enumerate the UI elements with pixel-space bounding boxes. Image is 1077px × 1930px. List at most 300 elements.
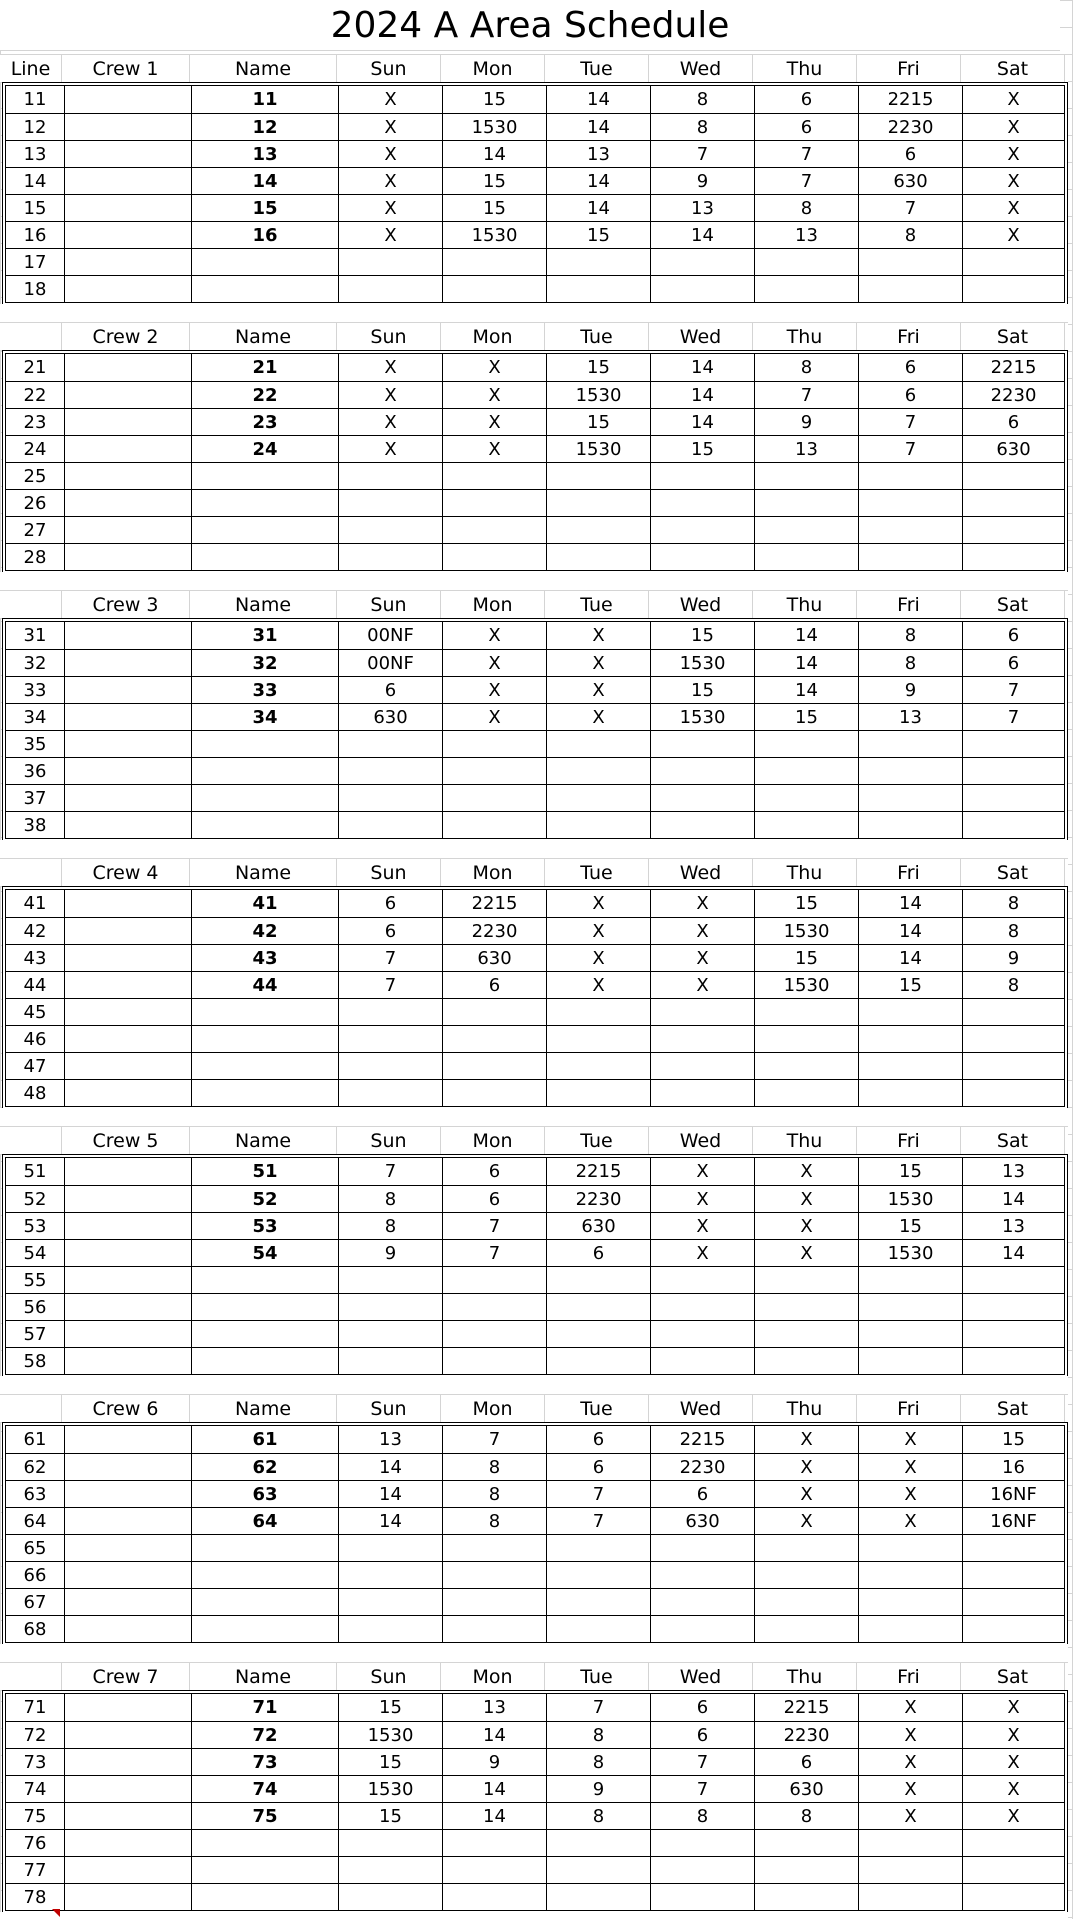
- day-cell-tue[interactable]: X: [547, 677, 651, 703]
- day-cell-tue[interactable]: 7: [547, 1694, 651, 1721]
- day-cell-thu[interactable]: [755, 999, 859, 1025]
- day-cell-mon[interactable]: 14: [443, 1776, 547, 1802]
- day-cell-fri[interactable]: 14: [859, 918, 963, 944]
- day-cell-wed[interactable]: 2230: [651, 1454, 755, 1480]
- day-cell-fri[interactable]: X: [859, 1722, 963, 1748]
- day-cell-wed[interactable]: [651, 758, 755, 784]
- crew-cell[interactable]: [65, 650, 192, 676]
- line-number-cell[interactable]: 75: [6, 1803, 65, 1829]
- day-cell-mon[interactable]: [443, 999, 547, 1025]
- day-cell-sat[interactable]: [963, 463, 1064, 489]
- name-cell[interactable]: 16: [192, 222, 339, 248]
- day-cell-mon[interactable]: X: [443, 622, 547, 649]
- crew-cell[interactable]: [65, 677, 192, 703]
- day-cell-mon[interactable]: X: [443, 650, 547, 676]
- line-number-cell[interactable]: 66: [6, 1562, 65, 1588]
- day-cell-tue[interactable]: 14: [547, 86, 651, 113]
- crew-cell[interactable]: [65, 1616, 192, 1642]
- day-cell-wed[interactable]: 7: [651, 1776, 755, 1802]
- day-cell-sun[interactable]: [339, 276, 443, 302]
- day-cell-thu[interactable]: X: [755, 1213, 859, 1239]
- day-cell-mon[interactable]: [443, 463, 547, 489]
- name-cell[interactable]: [192, 463, 339, 489]
- name-cell[interactable]: 31: [192, 622, 339, 649]
- day-cell-fri[interactable]: X: [859, 1454, 963, 1480]
- line-number-cell[interactable]: 74: [6, 1776, 65, 1802]
- day-cell-sat[interactable]: [963, 276, 1064, 302]
- name-cell[interactable]: [192, 1053, 339, 1079]
- day-cell-fri[interactable]: [859, 490, 963, 516]
- crew-cell[interactable]: [65, 999, 192, 1025]
- day-cell-thu[interactable]: [755, 517, 859, 543]
- day-cell-sat[interactable]: X: [1007, 116, 1020, 138]
- day-cell-fri[interactable]: X: [859, 1694, 963, 1721]
- day-cell-fri[interactable]: [859, 276, 963, 302]
- name-cell[interactable]: 61: [192, 1426, 339, 1453]
- day-cell-sat[interactable]: [963, 1830, 1064, 1856]
- day-cell-mon[interactable]: X: [443, 677, 547, 703]
- day-cell-fri[interactable]: 15: [859, 1213, 963, 1239]
- day-cell-fri[interactable]: [859, 1535, 963, 1561]
- day-cell-wed[interactable]: [651, 1348, 755, 1374]
- day-cell-tue[interactable]: 9: [547, 1776, 651, 1802]
- name-cell[interactable]: 15: [192, 195, 339, 221]
- day-cell-sat[interactable]: X: [1007, 170, 1020, 192]
- comment-indicator-icon[interactable]: [52, 1909, 60, 1917]
- name-cell[interactable]: 71: [192, 1694, 339, 1721]
- day-cell-sun[interactable]: [339, 463, 443, 489]
- day-cell-wed[interactable]: [651, 544, 755, 570]
- day-cell-sat[interactable]: X: [1007, 1751, 1020, 1773]
- day-cell-sun[interactable]: [339, 1348, 443, 1374]
- day-cell-tue[interactable]: [547, 1884, 651, 1910]
- day-cell-sat[interactable]: X: [1007, 143, 1020, 165]
- day-cell-thu[interactable]: 8: [755, 354, 859, 381]
- day-cell-fri[interactable]: [859, 758, 963, 784]
- day-cell-sun[interactable]: [339, 249, 443, 275]
- crew-cell[interactable]: [65, 249, 192, 275]
- day-cell-wed[interactable]: X: [651, 1186, 755, 1212]
- day-cell-thu[interactable]: 7: [755, 141, 859, 167]
- day-cell-fri[interactable]: 8: [859, 222, 963, 248]
- day-cell-sat[interactable]: [963, 1294, 1064, 1320]
- crew-cell[interactable]: [65, 1722, 192, 1748]
- day-cell-mon[interactable]: X: [443, 382, 547, 408]
- crew-cell[interactable]: [65, 945, 192, 971]
- day-cell-wed[interactable]: [651, 1830, 755, 1856]
- name-cell[interactable]: [192, 731, 339, 757]
- day-cell-fri[interactable]: [859, 544, 963, 570]
- day-cell-thu[interactable]: [755, 249, 859, 275]
- day-cell-thu[interactable]: [755, 1053, 859, 1079]
- line-number-cell[interactable]: 63: [6, 1481, 65, 1507]
- day-cell-sun[interactable]: [339, 490, 443, 516]
- day-cell-wed[interactable]: 6: [651, 1722, 755, 1748]
- line-number-cell[interactable]: 21: [6, 354, 65, 381]
- day-cell-fri[interactable]: 7: [859, 195, 963, 221]
- day-cell-tue[interactable]: X: [547, 704, 651, 730]
- line-number-cell[interactable]: 65: [6, 1535, 65, 1561]
- day-cell-thu[interactable]: 15: [755, 890, 859, 917]
- day-cell-sun[interactable]: X: [339, 114, 443, 140]
- day-cell-fri[interactable]: [859, 1616, 963, 1642]
- day-cell-fri[interactable]: 7: [859, 436, 963, 462]
- day-cell-thu[interactable]: X: [755, 1158, 859, 1185]
- day-cell-wed[interactable]: 14: [651, 354, 755, 381]
- day-cell-sat[interactable]: 2215: [990, 357, 1037, 378]
- crew-cell[interactable]: [65, 86, 192, 113]
- day-cell-wed[interactable]: 14: [651, 382, 755, 408]
- name-cell[interactable]: [192, 999, 339, 1025]
- day-cell-thu[interactable]: [755, 1294, 859, 1320]
- day-cell-wed[interactable]: [651, 731, 755, 757]
- crew-cell[interactable]: [65, 222, 192, 248]
- crew-cell[interactable]: [65, 918, 192, 944]
- day-cell-tue[interactable]: [547, 1026, 651, 1052]
- day-cell-mon[interactable]: [443, 1267, 547, 1293]
- day-cell-sat[interactable]: [963, 1535, 1064, 1561]
- day-cell-tue[interactable]: [547, 544, 651, 570]
- day-cell-fri[interactable]: 6: [859, 382, 963, 408]
- crew-cell[interactable]: [65, 1186, 192, 1212]
- day-cell-mon[interactable]: 1530: [443, 114, 547, 140]
- crew-cell[interactable]: [65, 890, 192, 917]
- day-cell-fri[interactable]: X: [859, 1749, 963, 1775]
- crew-cell[interactable]: [65, 490, 192, 516]
- day-cell-tue[interactable]: [547, 1857, 651, 1883]
- day-cell-thu[interactable]: 7: [755, 382, 859, 408]
- line-number-cell[interactable]: 73: [6, 1749, 65, 1775]
- day-cell-fri[interactable]: [859, 1294, 963, 1320]
- day-cell-tue[interactable]: [547, 249, 651, 275]
- day-cell-thu[interactable]: X: [755, 1426, 859, 1453]
- day-cell-sat[interactable]: 9: [1007, 947, 1020, 969]
- day-cell-sat[interactable]: X: [1007, 1805, 1020, 1827]
- day-cell-fri[interactable]: 13: [859, 704, 963, 730]
- name-cell[interactable]: [192, 249, 339, 275]
- crew-cell[interactable]: [65, 1776, 192, 1802]
- day-cell-wed[interactable]: [651, 1857, 755, 1883]
- line-number-cell[interactable]: 13: [6, 141, 65, 167]
- line-number-cell[interactable]: 64: [6, 1508, 65, 1534]
- day-cell-tue[interactable]: 13: [547, 141, 651, 167]
- crew-cell[interactable]: [65, 1884, 192, 1910]
- crew-cell[interactable]: [65, 1857, 192, 1883]
- day-cell-sat[interactable]: X: [1007, 224, 1020, 246]
- name-cell[interactable]: [192, 1830, 339, 1856]
- day-cell-sun[interactable]: [339, 1080, 443, 1106]
- day-cell-fri[interactable]: [859, 1562, 963, 1588]
- crew-cell[interactable]: [65, 1026, 192, 1052]
- day-cell-sun[interactable]: 00NF: [339, 650, 443, 676]
- name-cell[interactable]: [192, 1294, 339, 1320]
- day-cell-sun[interactable]: [339, 1884, 443, 1910]
- day-cell-sun[interactable]: 15: [339, 1749, 443, 1775]
- line-number-cell[interactable]: 68: [6, 1616, 65, 1642]
- day-cell-mon[interactable]: 8: [443, 1508, 547, 1534]
- day-cell-wed[interactable]: [651, 1884, 755, 1910]
- day-cell-mon[interactable]: [443, 249, 547, 275]
- day-cell-sun[interactable]: 1530: [339, 1776, 443, 1802]
- line-number-cell[interactable]: 18: [6, 276, 65, 302]
- day-cell-thu[interactable]: [755, 1884, 859, 1910]
- day-cell-wed[interactable]: [651, 463, 755, 489]
- crew-cell[interactable]: [65, 1348, 192, 1374]
- day-cell-fri[interactable]: 1530: [859, 1240, 963, 1266]
- day-cell-mon[interactable]: [443, 1535, 547, 1561]
- day-cell-fri[interactable]: 14: [859, 890, 963, 917]
- day-cell-sun[interactable]: 15: [339, 1803, 443, 1829]
- line-number-cell[interactable]: 35: [6, 731, 65, 757]
- line-number-cell[interactable]: 42: [6, 918, 65, 944]
- day-cell-mon[interactable]: 9: [443, 1749, 547, 1775]
- day-cell-sat[interactable]: [963, 758, 1064, 784]
- day-cell-mon[interactable]: 8: [443, 1454, 547, 1480]
- day-cell-tue[interactable]: [547, 1535, 651, 1561]
- day-cell-fri[interactable]: [859, 463, 963, 489]
- day-cell-sun[interactable]: 8: [339, 1213, 443, 1239]
- crew-cell[interactable]: [65, 1321, 192, 1347]
- day-cell-tue[interactable]: [547, 276, 651, 302]
- line-number-cell[interactable]: 55: [6, 1267, 65, 1293]
- line-number-cell[interactable]: 62: [6, 1454, 65, 1480]
- crew-cell[interactable]: [65, 785, 192, 811]
- day-cell-sat[interactable]: 8: [1007, 893, 1020, 914]
- day-cell-mon[interactable]: [443, 1616, 547, 1642]
- day-cell-thu[interactable]: 13: [755, 436, 859, 462]
- day-cell-mon[interactable]: [443, 1321, 547, 1347]
- day-cell-fri[interactable]: 9: [859, 677, 963, 703]
- crew-cell[interactable]: [65, 731, 192, 757]
- line-number-cell[interactable]: 67: [6, 1589, 65, 1615]
- day-cell-mon[interactable]: [443, 1294, 547, 1320]
- day-cell-wed[interactable]: 2215: [651, 1426, 755, 1453]
- day-cell-tue[interactable]: [547, 999, 651, 1025]
- day-cell-sun[interactable]: [339, 1321, 443, 1347]
- day-cell-sat[interactable]: [963, 249, 1064, 275]
- day-cell-thu[interactable]: [755, 758, 859, 784]
- day-cell-fri[interactable]: [859, 785, 963, 811]
- day-cell-tue[interactable]: 6: [547, 1240, 651, 1266]
- day-cell-fri[interactable]: [859, 249, 963, 275]
- day-cell-fri[interactable]: 1530: [859, 1186, 963, 1212]
- day-cell-mon[interactable]: [443, 490, 547, 516]
- day-cell-wed[interactable]: 7: [651, 141, 755, 167]
- line-number-cell[interactable]: 47: [6, 1053, 65, 1079]
- name-cell[interactable]: 21: [192, 354, 339, 381]
- day-cell-sun[interactable]: 8: [339, 1186, 443, 1212]
- day-cell-thu[interactable]: [755, 1830, 859, 1856]
- day-cell-tue[interactable]: [547, 731, 651, 757]
- day-cell-wed[interactable]: [651, 785, 755, 811]
- crew-cell[interactable]: [65, 1158, 192, 1185]
- day-cell-fri[interactable]: 6: [859, 354, 963, 381]
- day-cell-sun[interactable]: [339, 1562, 443, 1588]
- day-cell-sat[interactable]: [963, 731, 1064, 757]
- day-cell-thu[interactable]: X: [755, 1454, 859, 1480]
- day-cell-thu[interactable]: [755, 1589, 859, 1615]
- day-cell-sat[interactable]: [963, 1026, 1064, 1052]
- day-cell-fri[interactable]: X: [859, 1426, 963, 1453]
- day-cell-thu[interactable]: [755, 1535, 859, 1561]
- day-cell-sat[interactable]: [963, 1267, 1064, 1293]
- day-cell-thu[interactable]: [755, 1026, 859, 1052]
- day-cell-wed[interactable]: X: [651, 1158, 755, 1185]
- name-cell[interactable]: 54: [192, 1240, 339, 1266]
- day-cell-sun[interactable]: 13: [339, 1426, 443, 1453]
- day-cell-sat[interactable]: 6: [1007, 652, 1020, 674]
- name-cell[interactable]: [192, 1267, 339, 1293]
- line-number-cell[interactable]: 54: [6, 1240, 65, 1266]
- day-cell-mon[interactable]: [443, 1026, 547, 1052]
- day-cell-wed[interactable]: [651, 812, 755, 838]
- day-cell-mon[interactable]: [443, 1884, 547, 1910]
- crew-cell[interactable]: [65, 1508, 192, 1534]
- name-cell[interactable]: 51: [192, 1158, 339, 1185]
- day-cell-tue[interactable]: X: [547, 918, 651, 944]
- day-cell-sat[interactable]: 15: [1002, 1429, 1025, 1450]
- day-cell-tue[interactable]: [547, 490, 651, 516]
- crew-cell[interactable]: [65, 758, 192, 784]
- line-number-cell[interactable]: 22: [6, 382, 65, 408]
- name-cell[interactable]: [192, 758, 339, 784]
- day-cell-thu[interactable]: 6: [755, 114, 859, 140]
- name-cell[interactable]: 44: [192, 972, 339, 998]
- day-cell-sun[interactable]: [339, 812, 443, 838]
- day-cell-tue[interactable]: [547, 1053, 651, 1079]
- day-cell-wed[interactable]: 1530: [651, 704, 755, 730]
- crew-cell[interactable]: [65, 1749, 192, 1775]
- name-cell[interactable]: [192, 276, 339, 302]
- day-cell-tue[interactable]: [547, 463, 651, 489]
- day-cell-thu[interactable]: 14: [755, 650, 859, 676]
- day-cell-fri[interactable]: 6: [859, 141, 963, 167]
- line-number-cell[interactable]: 48: [6, 1080, 65, 1106]
- day-cell-mon[interactable]: X: [443, 354, 547, 381]
- day-cell-tue[interactable]: X: [547, 622, 651, 649]
- day-cell-tue[interactable]: 1530: [547, 436, 651, 462]
- day-cell-thu[interactable]: [755, 1562, 859, 1588]
- day-cell-fri[interactable]: [859, 812, 963, 838]
- line-number-cell[interactable]: 41: [6, 890, 65, 917]
- day-cell-sat[interactable]: [963, 1616, 1064, 1642]
- day-cell-thu[interactable]: 7: [755, 168, 859, 194]
- name-cell[interactable]: 11: [192, 86, 339, 113]
- day-cell-thu[interactable]: 8: [755, 1803, 859, 1829]
- day-cell-sat[interactable]: 6: [1007, 625, 1020, 646]
- day-cell-thu[interactable]: 14: [755, 677, 859, 703]
- day-cell-sun[interactable]: [339, 1616, 443, 1642]
- day-cell-wed[interactable]: 7: [651, 1749, 755, 1775]
- day-cell-sun[interactable]: [339, 758, 443, 784]
- day-cell-sat[interactable]: 8: [1007, 920, 1020, 942]
- crew-cell[interactable]: [65, 704, 192, 730]
- day-cell-wed[interactable]: [651, 276, 755, 302]
- day-cell-sun[interactable]: X: [339, 382, 443, 408]
- line-number-cell[interactable]: 32: [6, 650, 65, 676]
- day-cell-wed[interactable]: 15: [651, 436, 755, 462]
- day-cell-wed[interactable]: 14: [651, 222, 755, 248]
- crew-cell[interactable]: [65, 1803, 192, 1829]
- day-cell-tue[interactable]: 6: [547, 1426, 651, 1453]
- day-cell-thu[interactable]: 630: [755, 1776, 859, 1802]
- line-number-cell[interactable]: 61: [6, 1426, 65, 1453]
- day-cell-tue[interactable]: 14: [547, 114, 651, 140]
- day-cell-sun[interactable]: 14: [339, 1481, 443, 1507]
- crew-cell[interactable]: [65, 1080, 192, 1106]
- day-cell-tue[interactable]: [547, 517, 651, 543]
- day-cell-mon[interactable]: [443, 544, 547, 570]
- day-cell-mon[interactable]: 14: [443, 141, 547, 167]
- day-cell-mon[interactable]: 8: [443, 1481, 547, 1507]
- day-cell-mon[interactable]: 7: [443, 1426, 547, 1453]
- day-cell-mon[interactable]: 1530: [443, 222, 547, 248]
- day-cell-fri[interactable]: 2215: [859, 86, 963, 113]
- day-cell-sat[interactable]: 13: [1002, 1161, 1025, 1182]
- day-cell-thu[interactable]: 14: [755, 622, 859, 649]
- day-cell-sat[interactable]: [963, 1562, 1064, 1588]
- line-number-cell[interactable]: 45: [6, 999, 65, 1025]
- day-cell-mon[interactable]: [443, 758, 547, 784]
- day-cell-sun[interactable]: [339, 1857, 443, 1883]
- crew-cell[interactable]: [65, 544, 192, 570]
- day-cell-mon[interactable]: 6: [443, 972, 547, 998]
- name-cell[interactable]: [192, 544, 339, 570]
- name-cell[interactable]: 13: [192, 141, 339, 167]
- name-cell[interactable]: 24: [192, 436, 339, 462]
- day-cell-fri[interactable]: [859, 731, 963, 757]
- day-cell-tue[interactable]: 14: [547, 195, 651, 221]
- day-cell-fri[interactable]: 2230: [859, 114, 963, 140]
- day-cell-sun[interactable]: [339, 1830, 443, 1856]
- day-cell-tue[interactable]: [547, 1294, 651, 1320]
- day-cell-thu[interactable]: 15: [755, 704, 859, 730]
- day-cell-tue[interactable]: [547, 1562, 651, 1588]
- crew-cell[interactable]: [65, 195, 192, 221]
- day-cell-fri[interactable]: [859, 1589, 963, 1615]
- day-cell-wed[interactable]: X: [651, 945, 755, 971]
- day-cell-sat[interactable]: X: [1007, 1778, 1020, 1800]
- day-cell-sat[interactable]: [963, 1589, 1064, 1615]
- day-cell-sun[interactable]: [339, 731, 443, 757]
- day-cell-sat[interactable]: X: [1007, 89, 1020, 110]
- day-cell-tue[interactable]: X: [547, 945, 651, 971]
- day-cell-tue[interactable]: [547, 1321, 651, 1347]
- crew-cell[interactable]: [65, 1535, 192, 1561]
- day-cell-mon[interactable]: 7: [443, 1240, 547, 1266]
- line-number-cell[interactable]: 33: [6, 677, 65, 703]
- line-number-cell[interactable]: 38: [6, 812, 65, 838]
- day-cell-thu[interactable]: X: [755, 1240, 859, 1266]
- day-cell-fri[interactable]: [859, 1321, 963, 1347]
- day-cell-sun[interactable]: 1530: [339, 1722, 443, 1748]
- crew-cell[interactable]: [65, 1267, 192, 1293]
- day-cell-tue[interactable]: 2215: [547, 1158, 651, 1185]
- day-cell-thu[interactable]: [755, 785, 859, 811]
- day-cell-thu[interactable]: [755, 1616, 859, 1642]
- name-cell[interactable]: 62: [192, 1454, 339, 1480]
- day-cell-mon[interactable]: 15: [443, 168, 547, 194]
- day-cell-sat[interactable]: 16NF: [990, 1483, 1037, 1505]
- day-cell-sun[interactable]: X: [339, 436, 443, 462]
- name-cell[interactable]: 74: [192, 1776, 339, 1802]
- name-cell[interactable]: 33: [192, 677, 339, 703]
- day-cell-wed[interactable]: 9: [651, 168, 755, 194]
- day-cell-sun[interactable]: 00NF: [339, 622, 443, 649]
- day-cell-fri[interactable]: [859, 1080, 963, 1106]
- day-cell-wed[interactable]: [651, 517, 755, 543]
- name-cell[interactable]: [192, 1321, 339, 1347]
